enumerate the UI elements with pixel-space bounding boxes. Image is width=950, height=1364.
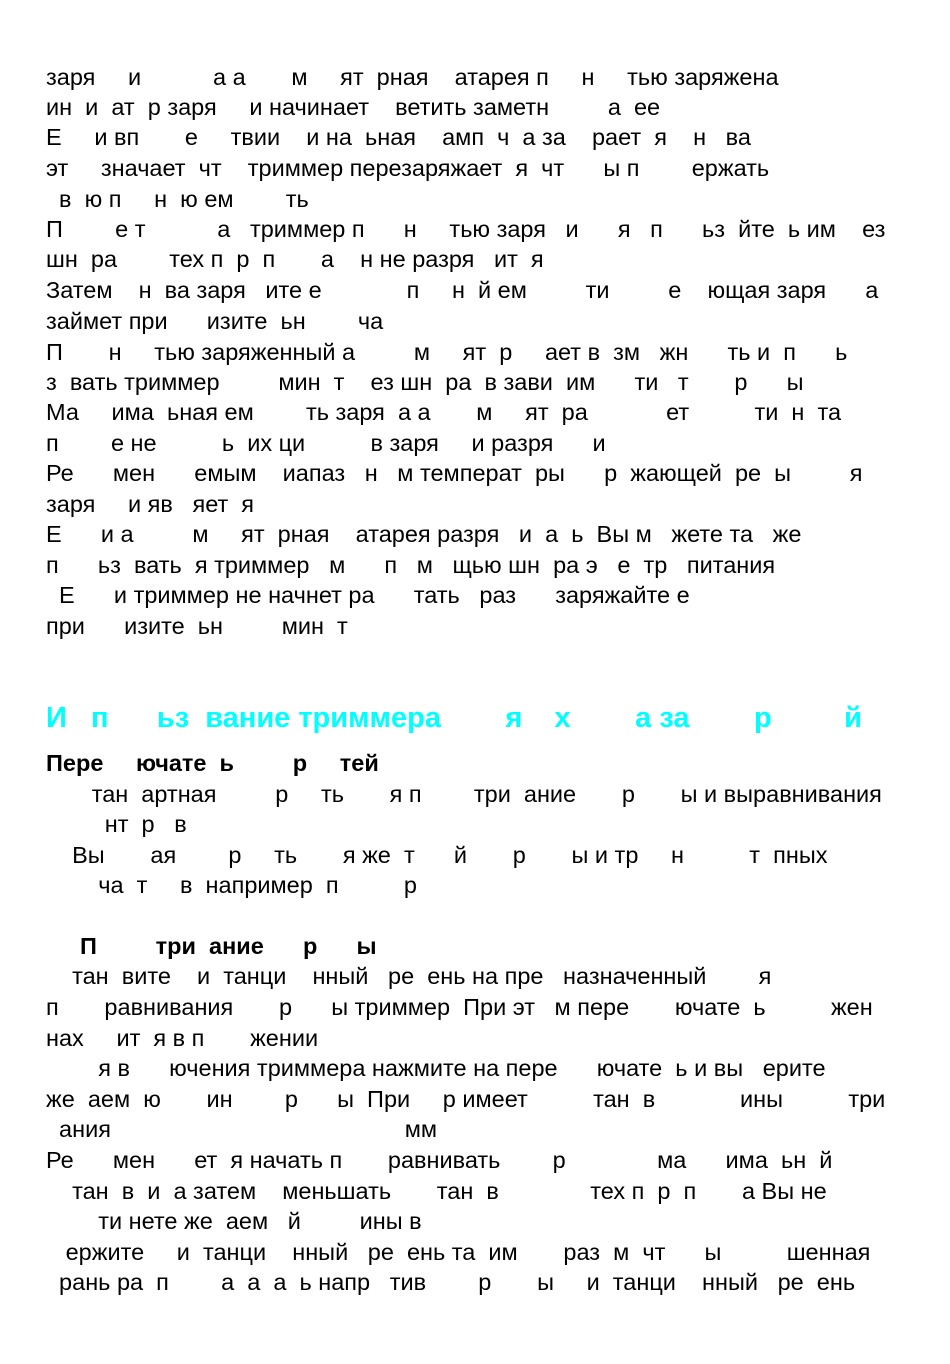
- paragraph-line: тан артная р ть я п три ание р ы и выравнивания: [46, 781, 882, 807]
- paragraph-line: П е т а триммер п н тью заря и я п ьз йте ь им ез: [46, 216, 886, 242]
- paragraph-line: Вы ая р ть я же т й р ы и тр н т пных: [46, 842, 828, 868]
- paragraph-line: Е и а м ят рная атарея разря и а ь Вы м жете та же: [46, 521, 802, 547]
- paragraph-line: Ре мен ет я начать п равнивать р ма има ьн й: [46, 1147, 833, 1173]
- paragraph-line: нах ит я в п жении: [46, 1025, 319, 1051]
- paragraph-line: ания мм: [46, 1116, 438, 1142]
- paragraph-line: же аем ю ин р ы При р имеет тан в ины три: [46, 1086, 886, 1112]
- subheading-switch: Пере ючате ь р тей: [46, 750, 379, 776]
- paragraph-line: заря и яв яет я: [46, 491, 255, 517]
- paragraph-line: Е и триммер не начнет ра тать раз заряжайте е: [46, 582, 690, 608]
- section-heading: И п ьз вание триммера я х а за р й: [46, 702, 863, 734]
- paragraph-line: заря и а а м ят рная атарея п н тью заряжена: [46, 64, 779, 90]
- paragraph-line: тан в и а затем меньшать тан в тех п р п а Вы не: [46, 1178, 827, 1204]
- paragraph-line: в ю п н ю ем ть: [46, 186, 309, 212]
- paragraph-line: з вать триммер мин т ез шн ра в зави им ти т р ы: [46, 369, 804, 395]
- paragraph-line: при изите ьн мин т: [46, 613, 348, 639]
- paragraph-line: п е не ь их ци в заря и разря и: [46, 430, 606, 456]
- paragraph-line: ин и ат р заря и начинает ветить заметн а ее: [46, 94, 661, 120]
- paragraph-line: п равнивания р ы триммер При эт м пере ючате ь жен: [46, 994, 873, 1020]
- paragraph-line: П н тью заряженный а м ят р ает в зм жн ть и п ь: [46, 339, 848, 365]
- paragraph-line: п ьз вать я триммер м п м щью шн ра э е тр питания: [46, 552, 776, 578]
- paragraph-line: Ре мен емым иапаз н м температ ры р жающей ре ы я: [46, 460, 863, 486]
- paragraph-line: тан вите и танци нный ре ень на пре назначенный я: [46, 963, 772, 989]
- paragraph-line: эт значает чт триммер перезаряжает я чт ы п ержать: [46, 155, 770, 181]
- paragraph-line: ти нете же аем й ины в: [46, 1208, 422, 1234]
- paragraph-line: рань ра п а а а ь напр тив р ы и танци нный ре ень: [46, 1269, 856, 1295]
- subheading-trimming: П три ание р ы: [80, 933, 377, 959]
- paragraph-line: ержите и танци нный ре ень та им раз м чт ы шенная: [46, 1239, 871, 1265]
- paragraph-line: Ма има ьная ем ть заря а а м ят ра ет ти н та: [46, 399, 842, 425]
- paragraph-line: Е и вп е твии и на ьная амп ч а за рает я н ва: [46, 124, 751, 150]
- paragraph-line: займет при изите ьн ча: [46, 308, 384, 334]
- paragraph-line: шн ра тех п р п а н не разря ит я: [46, 246, 544, 272]
- paragraph-line: я в ючения триммера нажмите на пере ючате ь и вы ерите: [46, 1055, 826, 1081]
- paragraph-line: нт р в: [46, 811, 187, 837]
- paragraph-line: Затем н ва заря ите е п н й ем ти е ющая заря а: [46, 277, 879, 303]
- paragraph-line: ча т в например п р: [46, 872, 417, 898]
